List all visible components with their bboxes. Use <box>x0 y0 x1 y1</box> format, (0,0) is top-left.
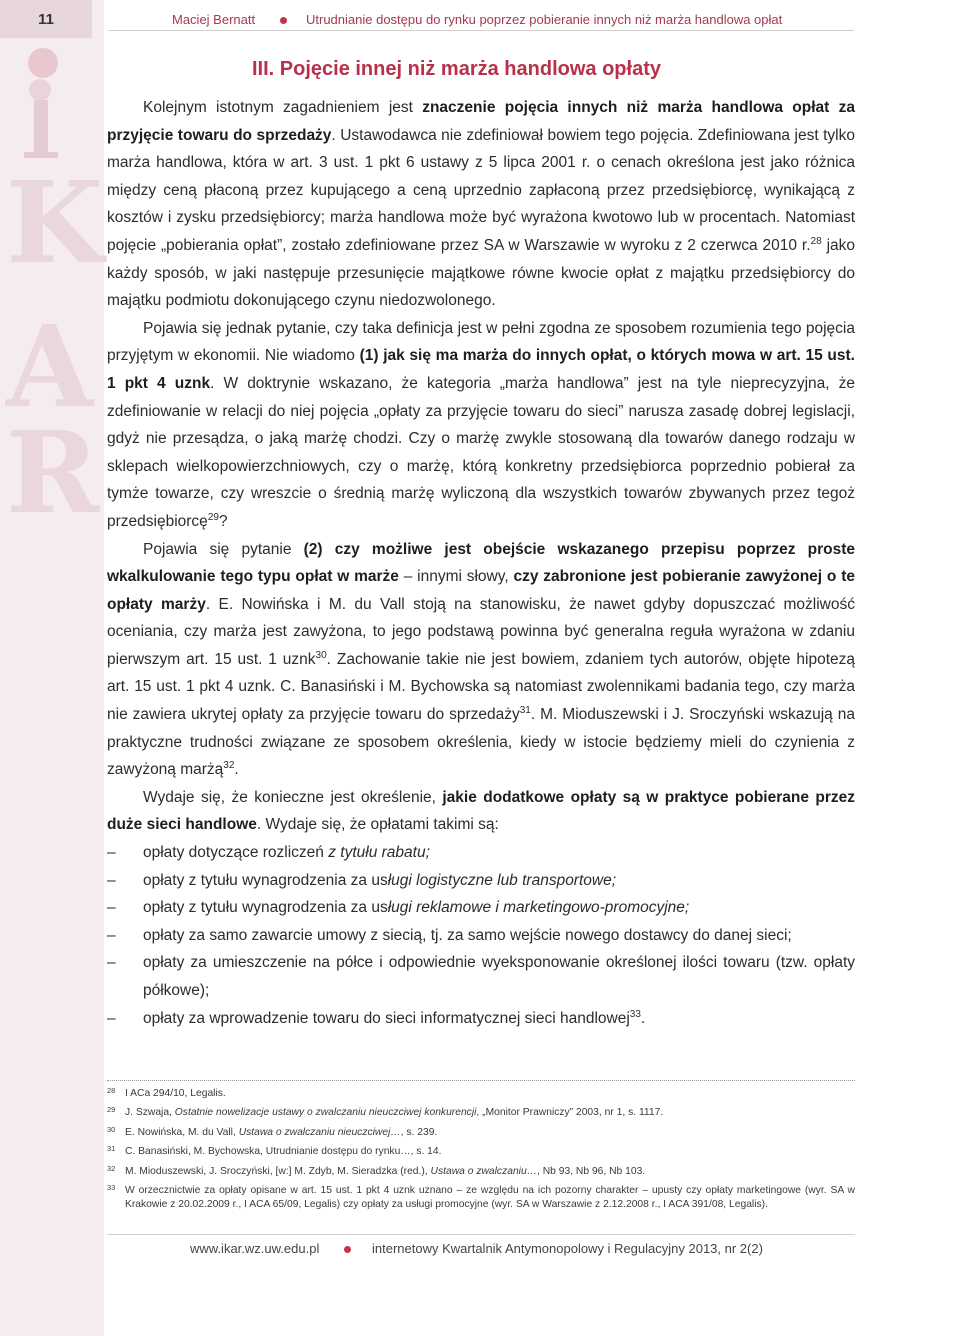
fee-list <box>107 839 855 1032</box>
logo-dot <box>28 48 58 78</box>
footnote: 33 W orzecznictwie za opłaty opisane w art. 15 ust. 1 pkt 4 uznk uznano – ze względu na ich pozorny charakter – upusty czy opłaty marketingowe (wyr. SA w Krakowie z 20.02.2009 r., I ACA 65/09, Legalis) czy opłaty za usługi promocyjne (wyr. SA w Warszawie z 2.12.2008 r., I ACA 391/08, Legalis). <box>107 1183 855 1211</box>
running-header <box>108 10 854 31</box>
running-footer <box>108 1241 854 1259</box>
footnote-ref[interactable]: 28 <box>810 235 822 247</box>
footnote: 28 I ACa 294/10, Legalis. <box>107 1086 226 1099</box>
logo-i-icon <box>20 92 66 162</box>
logo-letter-k: K <box>6 158 104 289</box>
bullet-dot-icon <box>344 1246 351 1253</box>
section-heading: III. Pojęcie innej niż marża handlowa opłaty <box>252 58 661 80</box>
footnote: 31 C. Banasiński, M. Bychowska, Utrudnianie dostępu do rynku…, s. 14. <box>107 1144 442 1158</box>
header-title: Utrudnianie dostępu do rynku poprzez pobieranie innych niż marża handlowa opłat <box>306 12 783 27</box>
footnote-ref[interactable]: 33 <box>629 1008 641 1020</box>
header-author: Maciej Bernatt <box>172 12 256 27</box>
footnote-ref[interactable]: 32 <box>223 760 235 772</box>
paragraph-1: Kolejnym istotnym zagadnieniem jest znaczenie pojęcia innych niż marża handlowa opłat za przyjęcie towaru do sprzedaży. Ustawodawca nie zdefiniował bowiem tego pojęcia. Zdefiniowana jest tylko marża handlowa, która w art. 3 ust. 1 pkt 6 ustawy z 5 lipca 2001 r. o cenach określona jest jako różnica między ceną płaconą przez kupującego a ceną uprzednio zapłaconą przez przedsiębiorcę, wynikającą z kosztów i zysku przedsiębiorcy; marża handlowa może być wyrażona kwotowo lub w procentach. Natomiast pojęcie „pobierania opłat”, zostało zdefiniowane przez SA w Warszawie w wyroku z 2 czerwca 2010 r.$^{28}$ jako każdy sposób, w jaki następuje przesunięcie majątkowe równe kwocie opłat z majątku przedsiębiorcy do majątku podmiotu dokonującego czynu niedozwolonego. <box>107 99 856 310</box>
list-item: – opłaty dotyczące rozliczeń z tytułu rabatu; <box>107 839 855 867</box>
main-text <box>107 94 855 1032</box>
footer-url-link[interactable]: www.ikar.wz.uw.edu.pl <box>190 1241 320 1256</box>
logo-letter-r: R <box>6 408 100 539</box>
footnote: 29 J. Szwaja, Ostatnie nowelizacje ustawy o zwalczaniu nieuczciwej konkurencji, „Monitor Prawniczy” 2003, nr 1, s. 1117. <box>107 1105 664 1119</box>
list-item: – opłaty za samo zawarcie umowy z siecią, tj. za samo wejście nowego dostawcy do danej sieci; <box>107 922 855 950</box>
paragraph-3: Pojawia się pytanie (2) czy możliwe jest obejście wskazanego przepisu poprzez proste wkalkulowanie tego typu opłat w marże – innymi słowy, czy zabronione jest pobieranie zawyżonej o te opłaty marży. E. Nowińska i M. du Vall stoją na stanowisku, że nawet gdyby dopuszczać możliwość oceniania, czy marża jest zawyżona, to jego podstawą powinna być generalna reguła wyrażona w zdaniu pierwszym art. 15 ust. 1 uznk$^{30}$. Zachowanie takie nie jest bowiem, zdaniem tych autorów, objęte hipotezą art. 15 ust. 1 pkt 4 uznk. C. Banasiński i M. Bychowska są natomiast zwolennikami badania tego, czy marża nie zawiera ukrytej opłaty za przyjęcie towaru do sprzedaży$^{31}$. M. Mioduszewski i J. Sroczyński wskazują na praktyczne trudności związane ze sposobem określenia, kiedy w istocie będziemy mieli do czynienia z zawyżoną marżą$^{32}$. <box>107 540 855 779</box>
footnote-ref[interactable]: 31 <box>519 704 531 716</box>
list-item: – opłaty z tytułu wynagrodzenia za usługi logistyczne lub transportowe; <box>107 867 855 895</box>
page-number: 11 <box>0 0 92 38</box>
footnotes <box>107 1087 855 1218</box>
footnote: 32 M. Mioduszewski, J. Sroczyński, [w:] M. Zdyb, M. Sieradzka (red.), Ustawa o zwalczaniu…, Nb 93, Nb 96, Nb 103. <box>107 1163 646 1177</box>
list-item: – opłaty z tytułu wynagrodzenia za usługi reklamowe i marketingowo-promocyjne; <box>107 894 855 922</box>
list-item: – opłaty za umieszczenie na półce i odpowiednie wyeksponowanie określonej ilości towaru (tzw. opłaty półkowe); <box>107 949 855 1004</box>
footnote-ref[interactable]: 30 <box>315 649 327 661</box>
footnote-divider <box>107 1080 855 1081</box>
footnote: 30 E. Nowińska, M. du Vall, Ustawa o zwalczaniu nieuczciwej…, s. 239. <box>107 1124 438 1138</box>
sidebar-decoration <box>0 0 104 1336</box>
logo-letter-a: A <box>6 302 93 433</box>
list-item: – opłaty za wprowadzenie towaru do sieci informatycznej sieci handlowej$^{33}$. <box>107 1005 855 1033</box>
bullet-dot-icon <box>280 17 287 24</box>
paragraph-4: Wydaje się, że konieczne jest określenie, jakie dodatkowe opłaty są w praktyce pobierane przez duże sieci handlowe. Wydaje się, że opłatami takimi są: <box>107 788 856 834</box>
footer-divider <box>107 1234 855 1235</box>
paragraph-2: Pojawia się jednak pytanie, czy taka definicja jest w pełni zgodna ze sposobem rozumienia tego pojęcia przyjętym w ekonomii. Nie wiadomo (1) jak się ma marża do innych opłat, o których mowa w art. 15 ust. 1 pkt 4 uznk. W doktrynie wskazano, że kategoria „marża handlowa” jest na tyle nieprecyzyjna, że zdefiniowanie w relacji do niej pojęcia „opłaty za przyjęcie towaru do sieci” narusza zasadę dobrej legislacji, gdyż nie przesądza, o jaką marżę chodzi. Czy o marżę zwykle stosowaną dla towarów danego rodzaju w sklepach wielkopowierzchniowych, czy o marżę, którą konkretny przedsiębiorca poprzednio pobierał za tymże towarze, czy wreszcie o średnią marżę wyliczoną dla wszystkich towarów zbywanych przez tegoż przedsiębiorcę$^{29}$? <box>107 319 856 530</box>
footnote-ref[interactable]: 29 <box>207 511 219 523</box>
footer-publication: internetowy Kwartalnik Antymonopolowy i Regulacyjny 2013, nr 2(2) <box>372 1241 763 1256</box>
